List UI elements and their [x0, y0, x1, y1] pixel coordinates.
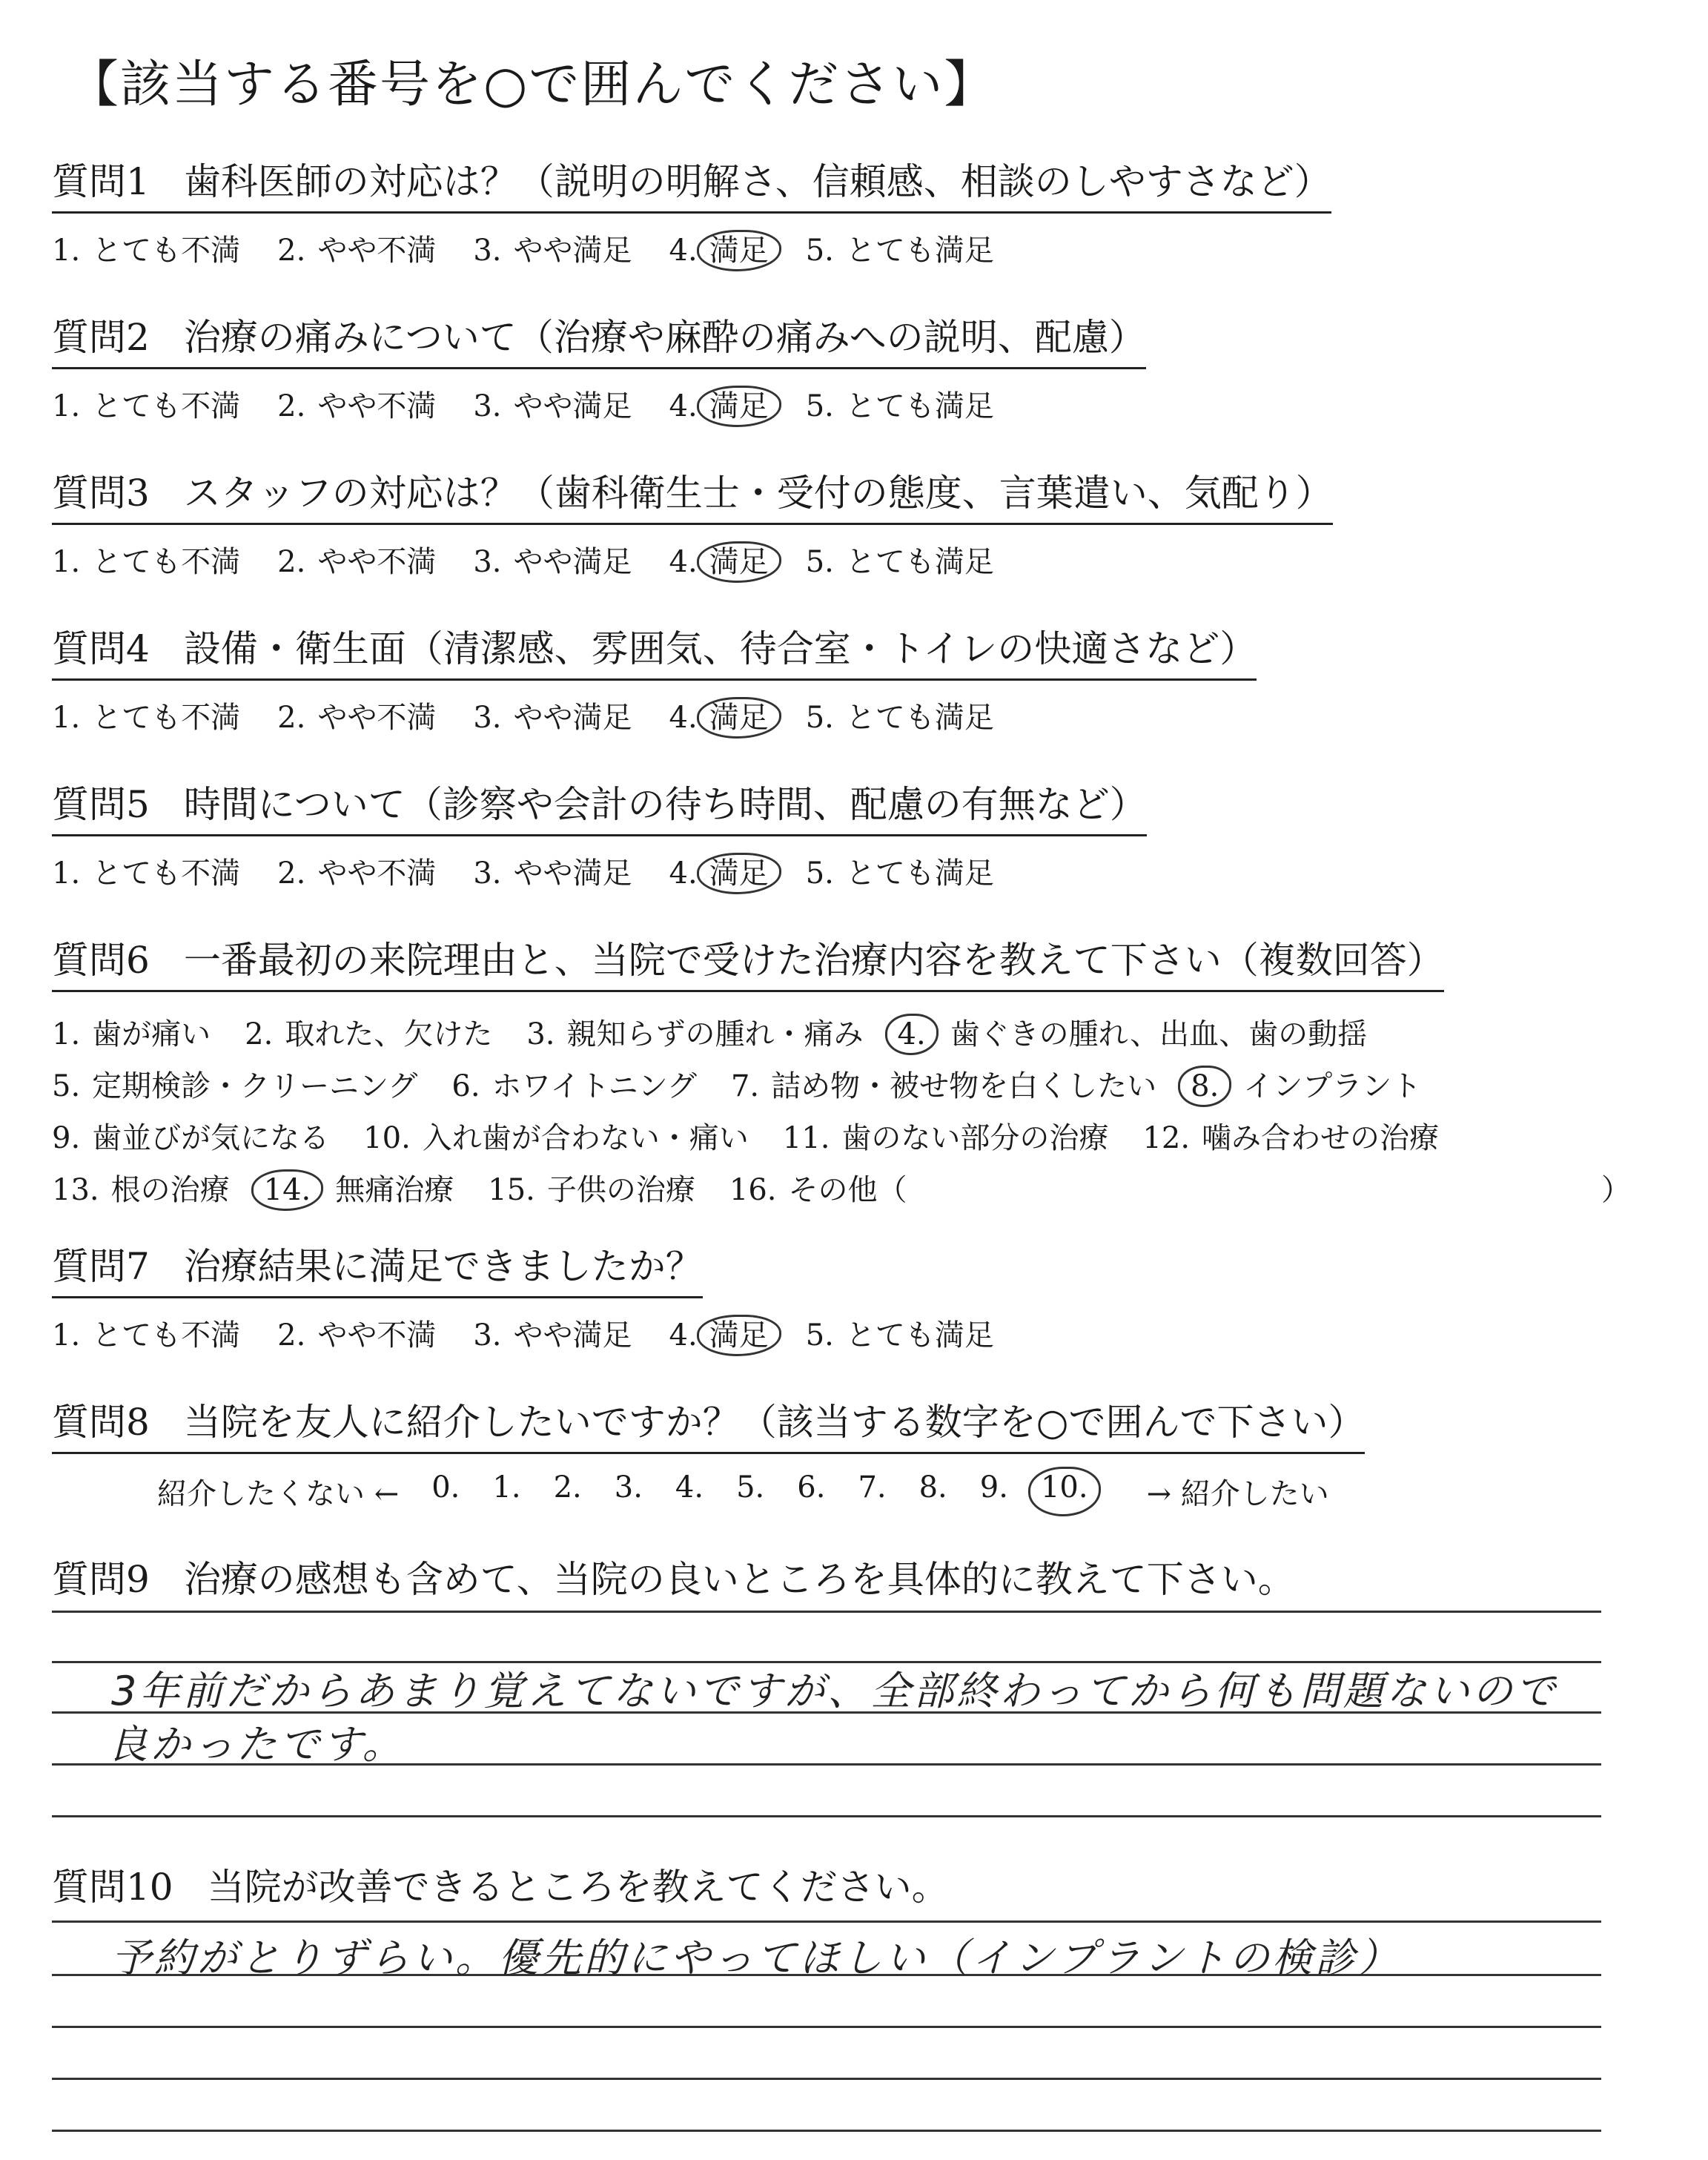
scale-7[interactable]: 7.: [858, 1470, 887, 1505]
answer-line: [52, 1611, 1601, 1613]
option-1[interactable]: 1. 歯が痛い: [52, 1017, 211, 1051]
option-9[interactable]: 9. 歯並びが気になる: [52, 1120, 330, 1155]
answer-line: [52, 2078, 1601, 2080]
option-10[interactable]: 10. 入れ歯が合わない・痛い: [363, 1120, 749, 1155]
question-text: 歯科医師の対応は？（説明の明解さ、信頼感、相談のしやすさなど）: [183, 160, 1331, 203]
question-9: [52, 1550, 1646, 1609]
question-3: [52, 463, 1646, 581]
option-11[interactable]: 11. 歯のない部分の治療: [782, 1120, 1109, 1155]
option-5[interactable]: 5. とても満足: [805, 545, 994, 579]
option-2[interactable]: 2. やや不満: [277, 1318, 437, 1353]
question-number: 質問9: [52, 1558, 150, 1601]
rating-options: [52, 227, 1646, 269]
rating-options: [52, 538, 1646, 581]
options-row: [52, 1161, 1646, 1213]
option-1[interactable]: 1. とても不満: [52, 389, 241, 423]
option-5[interactable]: 5. とても満足: [805, 1318, 994, 1353]
question-text: 治療の感想も含めて、当院の良いところを具体的に教えて下さい。: [183, 1558, 1295, 1601]
selection-circle: 4.: [885, 1014, 939, 1055]
page-title: 【該当する番号を○で囲んでください】: [68, 56, 996, 114]
options-row: [52, 1005, 1646, 1057]
question-7: [52, 1237, 1646, 1354]
handwritten-answer: 3年前だからあまり覚えてないですが、全部終わってから何も問題ないので: [111, 1668, 1558, 1714]
rating-options: [52, 1312, 1646, 1354]
option-15[interactable]: 15. 子供の治療: [488, 1172, 695, 1207]
scale-high-label: → 紹介したい: [1146, 1477, 1329, 1511]
option-2[interactable]: 2. やや不満: [277, 234, 437, 268]
question-9-heading: [52, 1550, 1295, 1609]
scale-low-label: 紹介したくない ←: [157, 1477, 400, 1511]
option-3[interactable]: 3. やや満足: [473, 856, 632, 891]
option-8-selected[interactable]: 8. インプラント: [1191, 1063, 1421, 1105]
question-2: [52, 308, 1646, 425]
scale-2[interactable]: 2.: [553, 1470, 582, 1505]
question-6-heading: [52, 931, 1444, 992]
rating-options: [52, 383, 1646, 425]
question-1: [52, 152, 1646, 269]
question-1-heading: [52, 152, 1331, 214]
question-3-heading: [52, 463, 1333, 525]
selection-circle: 満足: [697, 853, 781, 894]
question-number: 質問7: [52, 1245, 150, 1288]
recommend-scale: [157, 1470, 1646, 1513]
question-5: [52, 775, 1646, 892]
scale-1[interactable]: 1.: [492, 1470, 521, 1505]
selection-circle: 満足: [697, 386, 781, 427]
handwritten-answer: 予約がとりずらい。優先的にやってほしい（インプラントの検診）: [111, 1935, 1401, 1981]
rating-options: [52, 694, 1646, 736]
question-6: [52, 931, 1646, 1213]
answer-line: [52, 1815, 1601, 1817]
question-10-heading: [52, 1857, 949, 1917]
question-text: スタッフの対応は？（歯科衛生士・受付の態度、言葉遣い、気配り）: [183, 472, 1333, 515]
question-text: 治療結果に満足できましたか？: [183, 1245, 703, 1288]
scale-3[interactable]: 3.: [614, 1470, 643, 1505]
question-2-heading: [52, 308, 1146, 369]
options-row: [52, 1057, 1646, 1109]
question-number: 質問6: [52, 939, 150, 982]
option-3[interactable]: 3. 親知らずの腫れ・痛み: [526, 1017, 864, 1051]
option-14-selected[interactable]: 14. 無痛治療: [264, 1166, 454, 1209]
option-3[interactable]: 3. やや満足: [473, 389, 632, 423]
rating-options: [52, 850, 1646, 892]
option-6[interactable]: 6. ホワイトニング: [451, 1069, 697, 1103]
option-4-selected[interactable]: 4. 満足: [669, 694, 769, 736]
scale-8[interactable]: 8.: [918, 1470, 947, 1505]
option-2[interactable]: 2. やや不満: [277, 545, 437, 579]
question-number: 質問4: [52, 627, 150, 670]
option-5[interactable]: 5. とても満足: [805, 389, 994, 423]
question-text: 当院が改善できるところを教えてください。: [207, 1866, 949, 1909]
option-5[interactable]: 5. とても満足: [805, 701, 994, 735]
answer-line: [52, 2130, 1601, 2132]
option-5[interactable]: 5. とても満足: [805, 234, 994, 268]
question-text: 治療の痛みについて（治療や麻酔の痛みへの説明、配慮）: [183, 316, 1146, 359]
other-paren-close: ）: [1601, 1172, 1631, 1207]
question-8-heading: [52, 1393, 1365, 1454]
question-text: 当院を友人に紹介したいですか？（該当する数字を○で囲んで下さい）: [183, 1401, 1366, 1444]
question-7-heading: [52, 1237, 703, 1298]
question-number: 質問3: [52, 472, 150, 515]
option-1[interactable]: 1. とても不満: [52, 1318, 241, 1353]
question-5-heading: [52, 775, 1147, 836]
question-number: 質問2: [52, 316, 150, 359]
question-text: 時間について（診察や会計の待ち時間、配慮の有無など）: [183, 783, 1147, 826]
reason-options: [52, 1005, 1646, 1213]
option-4-selected[interactable]: 4. 満足: [669, 383, 769, 425]
selection-circle: 8.: [1178, 1066, 1231, 1107]
option-12[interactable]: 12. 噛み合わせの治療: [1142, 1120, 1440, 1155]
selection-circle: 満足: [697, 697, 781, 739]
option-2[interactable]: 2. やや不満: [277, 389, 437, 423]
option-1[interactable]: 1. とても不満: [52, 545, 241, 579]
option-4-selected[interactable]: 4. 満足: [669, 850, 769, 892]
option-4-selected[interactable]: 4. 満足: [669, 538, 769, 581]
scale-5[interactable]: 5.: [736, 1470, 765, 1505]
question-number: 質問5: [52, 783, 150, 826]
question-4: [52, 619, 1646, 736]
option-2[interactable]: 2. やや不満: [277, 701, 437, 735]
handwritten-answer: 良かったです。: [107, 1721, 406, 1768]
option-3[interactable]: 3. やや満足: [473, 1318, 632, 1353]
option-5[interactable]: 5. とても満足: [805, 856, 994, 891]
option-3[interactable]: 3. やや満足: [473, 545, 632, 579]
question-8: [52, 1393, 1646, 1513]
scale-4[interactable]: 4.: [675, 1470, 704, 1505]
option-1[interactable]: 1. とても不満: [52, 856, 241, 891]
answer-line: [52, 2026, 1601, 2028]
selection-circle: 満足: [697, 230, 781, 271]
option-4-selected[interactable]: 4. 満足: [669, 1312, 769, 1354]
option-2[interactable]: 2. やや不満: [277, 856, 437, 891]
option-16-other[interactable]: 16. その他（: [729, 1172, 907, 1207]
option-1[interactable]: 1. とても不満: [52, 701, 241, 735]
question-number: 質問10: [52, 1866, 173, 1909]
options-row: [52, 1109, 1646, 1161]
selection-circle: 満足: [697, 1315, 781, 1356]
selection-circle: 満足: [697, 541, 781, 583]
option-7[interactable]: 7. 詰め物・被せ物を白くしたい: [730, 1069, 1157, 1103]
question-4-heading: [52, 619, 1257, 681]
option-5[interactable]: 5. 定期検診・クリーニング: [52, 1069, 418, 1103]
option-3[interactable]: 3. やや満足: [473, 701, 632, 735]
option-4-selected[interactable]: 4. 満足: [669, 227, 769, 269]
scale-6[interactable]: 6.: [797, 1470, 826, 1505]
option-4-selected[interactable]: 4. 歯ぐきの腫れ、出血、歯の動揺: [898, 1011, 1368, 1053]
selection-circle: 14.: [251, 1169, 324, 1211]
scale-0[interactable]: 0.: [431, 1470, 460, 1505]
question-text: 設備・衛生面（清潔感、雰囲気、待合室・トイレの快適さなど）: [183, 627, 1257, 670]
question-10: [52, 1857, 1646, 1917]
scale-9[interactable]: 9.: [979, 1470, 1008, 1505]
question-number: 質問1: [52, 160, 150, 203]
question-number: 質問8: [52, 1401, 150, 1444]
option-2[interactable]: 2. 取れた、欠けた: [245, 1017, 493, 1051]
option-3[interactable]: 3. やや満足: [473, 234, 632, 268]
question-text: 一番最初の来院理由と、当院で受けた治療内容を教えて下さい（複数回答）: [183, 939, 1444, 982]
answer-line: [52, 1920, 1601, 1923]
scale-10-selected[interactable]: 10.: [1028, 1467, 1101, 1516]
option-13[interactable]: 13. 根の治療: [52, 1172, 230, 1207]
option-1[interactable]: 1. とても不満: [52, 234, 241, 268]
